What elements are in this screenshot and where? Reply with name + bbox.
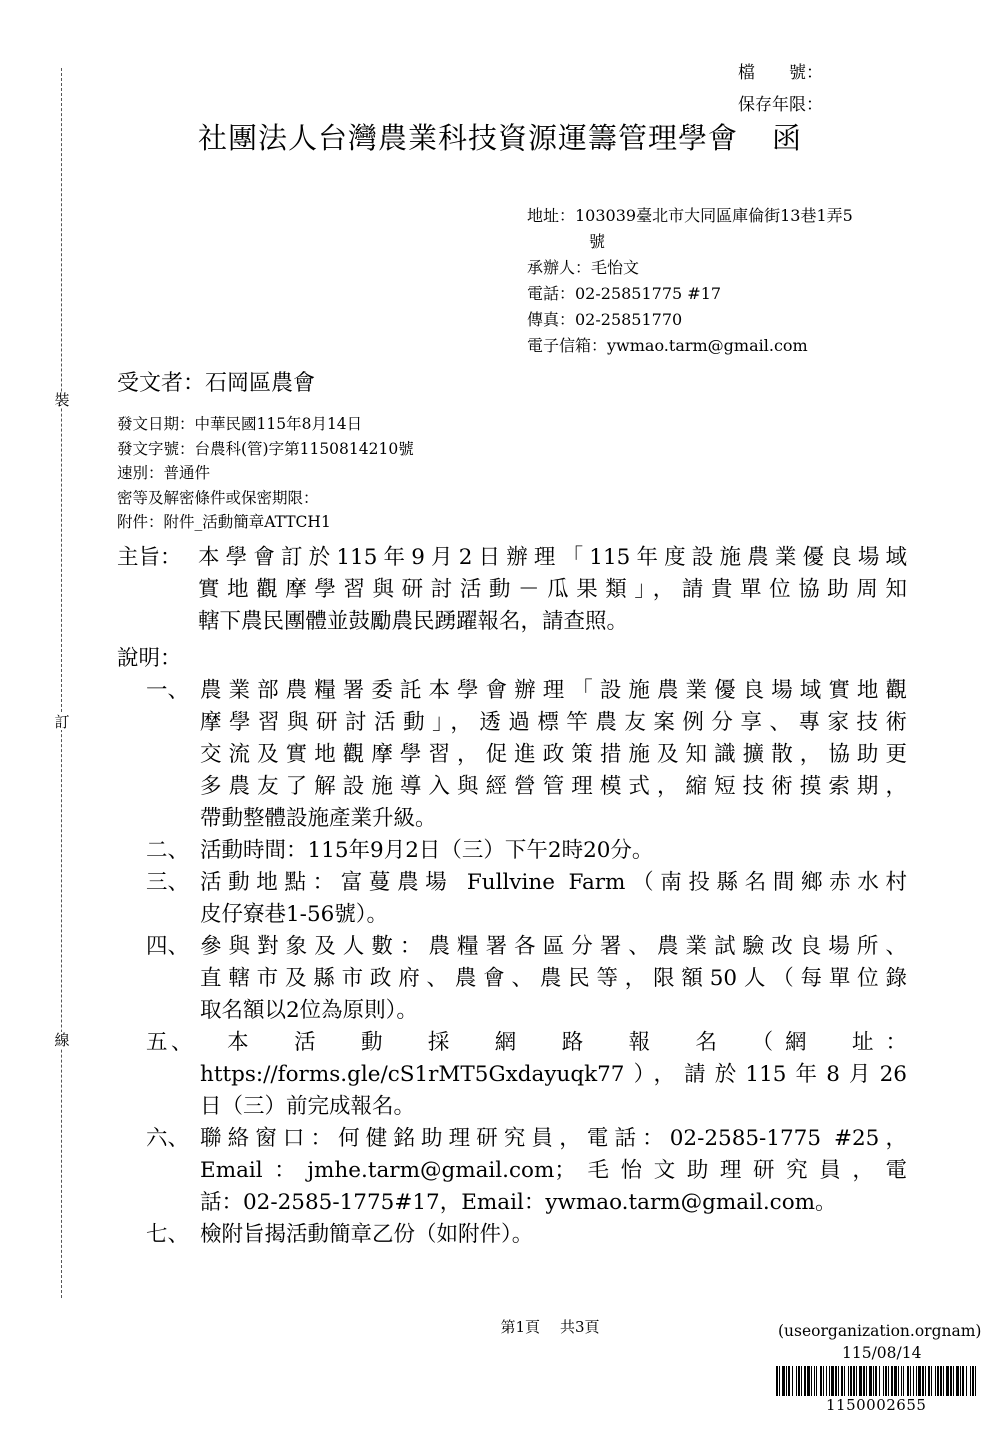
sender-email: 電子信箱：ywmao.tarm@gmail.com: [527, 336, 808, 355]
item-number: 六、: [146, 1126, 190, 1151]
sender-fax: 傳真：02-25851770: [527, 310, 683, 329]
item-line: 帶動整體設施產業升級。: [200, 806, 437, 831]
document-title: [0, 116, 1000, 157]
explanation-item-1: [117, 675, 907, 835]
explanation-item-2: [117, 835, 907, 867]
item-number: 四、: [146, 934, 190, 959]
item-line: 皮仔寮巷1-56號）。: [200, 902, 389, 927]
item-number: 二、: [146, 838, 190, 863]
subject-section: [117, 542, 907, 638]
item-line: 、 本 活 動 採 網 路 報 名 （網 址：: [171, 1030, 907, 1055]
item-line: 多農友了解設施導入與經營管理模式，縮短技術摸索期，: [200, 774, 907, 799]
secrecy-level: 密等及解密條件或保密期限：: [117, 488, 319, 507]
item-line: 話：02-2585-1775#17，Email：ywmao.tarm@gmail.com。: [200, 1190, 837, 1215]
item-number: 一、: [146, 678, 190, 703]
item-line: 活動地點：富蔓農場 Fullvine Farm（南投縣名間鄉赤水村: [200, 870, 907, 895]
item-line: 活動時間：115年9月2日（三）下午2時20分。: [200, 838, 654, 863]
page-number: 第1頁: [500, 1318, 540, 1336]
explanation-item-7: [117, 1219, 907, 1251]
doc-type: 函: [772, 121, 803, 155]
item-line: https://forms.gle/cS1rMT5Gxdayuqk77），請於115年8月26: [200, 1062, 907, 1087]
subject-line: 轄下農民團體並鼓勵農民踴躍報名，請查照。: [198, 609, 629, 634]
explanation-item-4: [117, 931, 907, 1027]
subject-line: 本學會訂於115年9月2日辦理「115年度設施農業優良場域: [198, 545, 907, 570]
sender-info: [527, 203, 853, 359]
file-number-label: 檔 號：: [738, 63, 823, 83]
subject-text: [198, 542, 907, 638]
sender-address-cont: 號: [589, 232, 606, 251]
explanation-section: [117, 643, 907, 1251]
document-meta: [117, 412, 414, 535]
explanation-label: 說明：: [117, 646, 182, 671]
explanation-item-6: [117, 1123, 907, 1219]
item-number: 七、: [146, 1222, 190, 1247]
item-line: 聯絡窗口：何健銘助理研究員，電話：02-2585-1775 #25，: [200, 1126, 907, 1151]
org-name: 社團法人台灣農業科技資源運籌管理學會: [197, 121, 738, 155]
binding-char-middle: 訂: [54, 713, 70, 731]
sender-contact: 承辦人：毛怡文: [527, 258, 640, 277]
barcode-icon: [776, 1366, 976, 1396]
organization-tag: (useorganization.orgnam): [778, 1322, 982, 1340]
item-line: 日（三）前完成報名。: [200, 1094, 416, 1119]
subject-line: 實地觀摩學習與研討活動－瓜果類」，請貴單位協助周知: [198, 577, 907, 602]
document-number: 發文字號：台農科(管)字第1150814210號: [117, 439, 414, 458]
item-line: Email：jmhe.tarm@gmail.com；毛怡文助理研究員，電: [200, 1158, 907, 1183]
item-line: 摩學習與研討活動」，透過標竿農友案例分享、專家技術: [200, 710, 907, 735]
binding-dashed-line: [61, 68, 62, 1298]
binding-char-bottom: 線: [54, 1031, 70, 1049]
attachment: 附件：附件_活動簡章ATTCH1: [117, 513, 331, 531]
explanation-item-3: [117, 867, 907, 931]
item-line: 檢附旨揭活動簡章乙份（如附件）。: [200, 1222, 534, 1247]
footer-date: 115/08/14: [842, 1344, 922, 1362]
recipient: 受文者：石岡區農會: [117, 371, 316, 396]
speed-class: 速別：普通件: [117, 464, 211, 482]
item-number: 三、: [146, 870, 190, 895]
retention-label: 保存年限：: [738, 95, 823, 115]
barcode-number: 1150002655: [826, 1396, 927, 1414]
page-total: 共3頁: [560, 1318, 600, 1336]
item-line: 直轄市及縣市政府、農會、農民等，限額50人（每單位錄: [200, 966, 907, 991]
item-line: 農業部農糧署委託本學會辦理「設施農業優良場域實地觀: [200, 678, 907, 703]
item-line: 交流及實地觀摩學習，促進政策措施及知識擴散，協助更: [200, 742, 907, 767]
sender-phone: 電話：02-25851775 #17: [527, 284, 722, 303]
sender-address: 地址：103039臺北市大同區庫倫街13巷1弄5: [527, 206, 853, 225]
binding-char-top: 裝: [54, 391, 70, 409]
item-line: 取名額以2位為原則）。: [200, 998, 418, 1023]
explanation-item-5: [117, 1027, 907, 1123]
item-line: 參與對象及人數：農糧署各區分署、農業試驗改良場所、: [200, 934, 907, 959]
item-number: 五: [146, 1030, 168, 1055]
issue-date: 發文日期：中華民國115年8月14日: [117, 415, 363, 433]
subject-label: 主旨：: [117, 545, 182, 570]
